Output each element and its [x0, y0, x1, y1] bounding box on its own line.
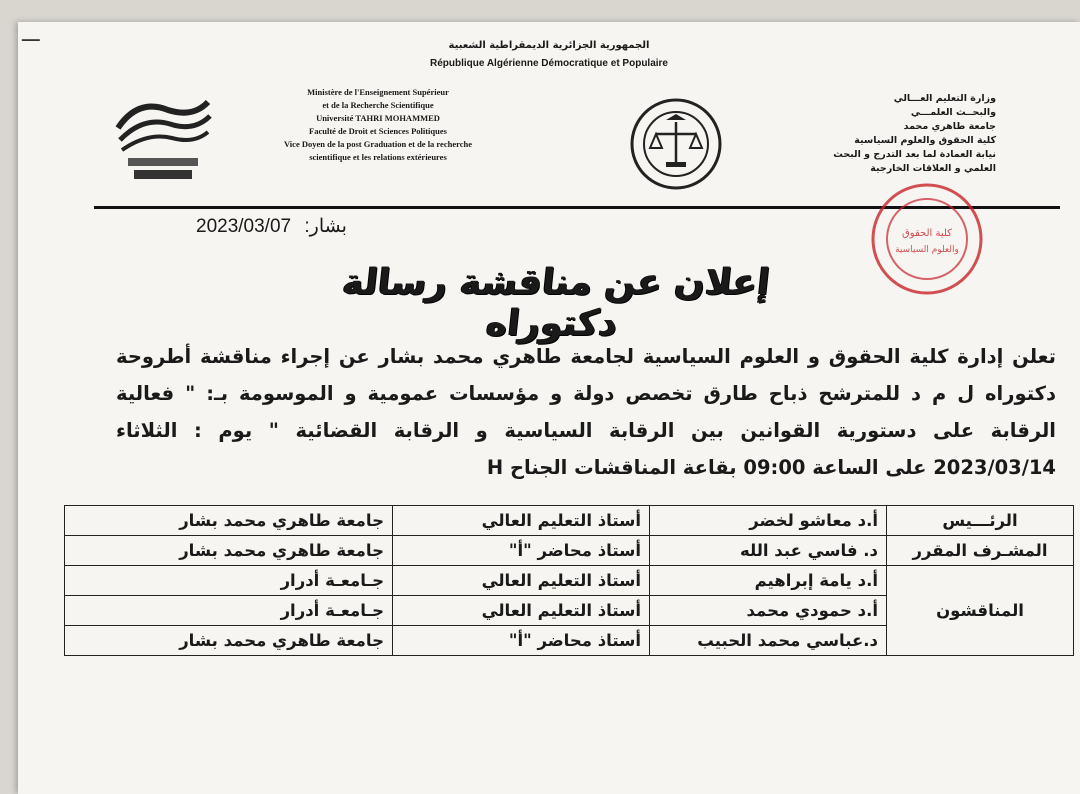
- member-university: جامعة طاهري محمد بشار: [65, 536, 393, 566]
- table-row: [65, 566, 1074, 596]
- date-label: بشار:: [304, 216, 347, 237]
- edge-mark: ـــ: [22, 22, 40, 46]
- admin-ar-line: جامعة طاهري محمد: [903, 121, 996, 132]
- admin-fr-line: Ministère de l'Enseignement Supérieur: [307, 87, 449, 97]
- faculty-seal-logo: [628, 96, 724, 192]
- role-cell: المناقشون: [887, 566, 1074, 656]
- member-university: جـامعـة أدرار: [65, 596, 393, 626]
- member-rank: أستاذ محاضر "أ": [393, 626, 650, 656]
- admin-ar-line: وزارة التعليم العـــالي: [893, 93, 996, 104]
- admin-fr-line: et de la Recherche Scientifique: [322, 100, 434, 110]
- admin-ar-line: كلية الحقوق والعلوم السياسية: [854, 135, 996, 146]
- member-name: أ.د حمودي محمد: [650, 596, 887, 626]
- member-university: جامعة طاهري محمد بشار: [65, 626, 393, 656]
- member-university: جـامعـة أدرار: [65, 566, 393, 596]
- announcement-date: [196, 215, 347, 238]
- member-rank: أستاذ محاضر "أ": [393, 536, 650, 566]
- member-name: د.عباسي محمد الحبيب: [650, 626, 887, 656]
- admin-fr-line: Vice Doyen de la post Graduation et de la recherche: [283, 139, 472, 149]
- announcement-body: تعلن إدارة كلية الحقوق و العلوم السياسية لجامعة طاهري محمد بشار عن إجراء مناقشة أطروحة دكتوراه ل م د للمترشح ذباح طارق تخصص دولة و مؤسسات عمومية و الموسومة بـ: " فعالية الرقابة على دستورية القوانين بين الرقابة السياسية و الرقابة القضائية " يوم : الثلاثاء 2023/03/14 على الساعة 09:00 بقاعة المناقشات الجناح H: [116, 345, 1056, 479]
- role-cell: الرئـــيس: [887, 506, 1074, 536]
- admin-ar-line: نيابة العمادة لما بعد التدرج و البحث: [833, 149, 996, 160]
- admin-block-french: [258, 86, 498, 164]
- official-stamp: [868, 180, 986, 298]
- table-row: [65, 536, 1074, 566]
- committee-table: [64, 505, 1074, 656]
- page-title: إعلان عن مناقشة رسالة دكتوراه: [340, 262, 772, 344]
- republic-arabic: الجمهورية الجزائرية الديمقراطية الشعبية: [448, 40, 650, 51]
- svg-text:كلية الحقوق: كلية الحقوق: [902, 228, 952, 239]
- member-rank: أستاذ التعليم العالي: [393, 596, 650, 626]
- member-name: أ.د معاشو لخضر: [650, 506, 887, 536]
- document-page: [18, 22, 1080, 794]
- table-row: [65, 506, 1074, 536]
- member-name: أ.د يامة إبراهيم: [650, 566, 887, 596]
- admin-ar-line: العلمي و العلاقات الخارجية: [870, 163, 996, 174]
- member-rank: أستاذ التعليم العالي: [393, 506, 650, 536]
- admin-block-arabic: [796, 92, 996, 176]
- date-value: 2023/03/07: [196, 216, 292, 237]
- university-logo: [108, 88, 218, 184]
- role-cell: المشـرف المقرر: [887, 536, 1074, 566]
- svg-text:والعلوم السياسية: والعلوم السياسية: [895, 245, 959, 255]
- admin-ar-line: والبحــث العلمـــي: [910, 107, 996, 118]
- member-rank: أستاذ التعليم العالي: [393, 566, 650, 596]
- admin-fr-line: Faculté de Droit et Sciences Politiques: [309, 126, 447, 136]
- republic-french: République Algérienne Démocratique et Populaire: [429, 58, 668, 69]
- member-name: د. فاسي عبد الله: [650, 536, 887, 566]
- admin-fr-line: Université TAHRI MOHAMMED: [316, 113, 440, 123]
- member-university: جامعة طاهري محمد بشار: [65, 506, 393, 536]
- admin-fr-line: scientifique et les relations extérieures: [309, 152, 447, 162]
